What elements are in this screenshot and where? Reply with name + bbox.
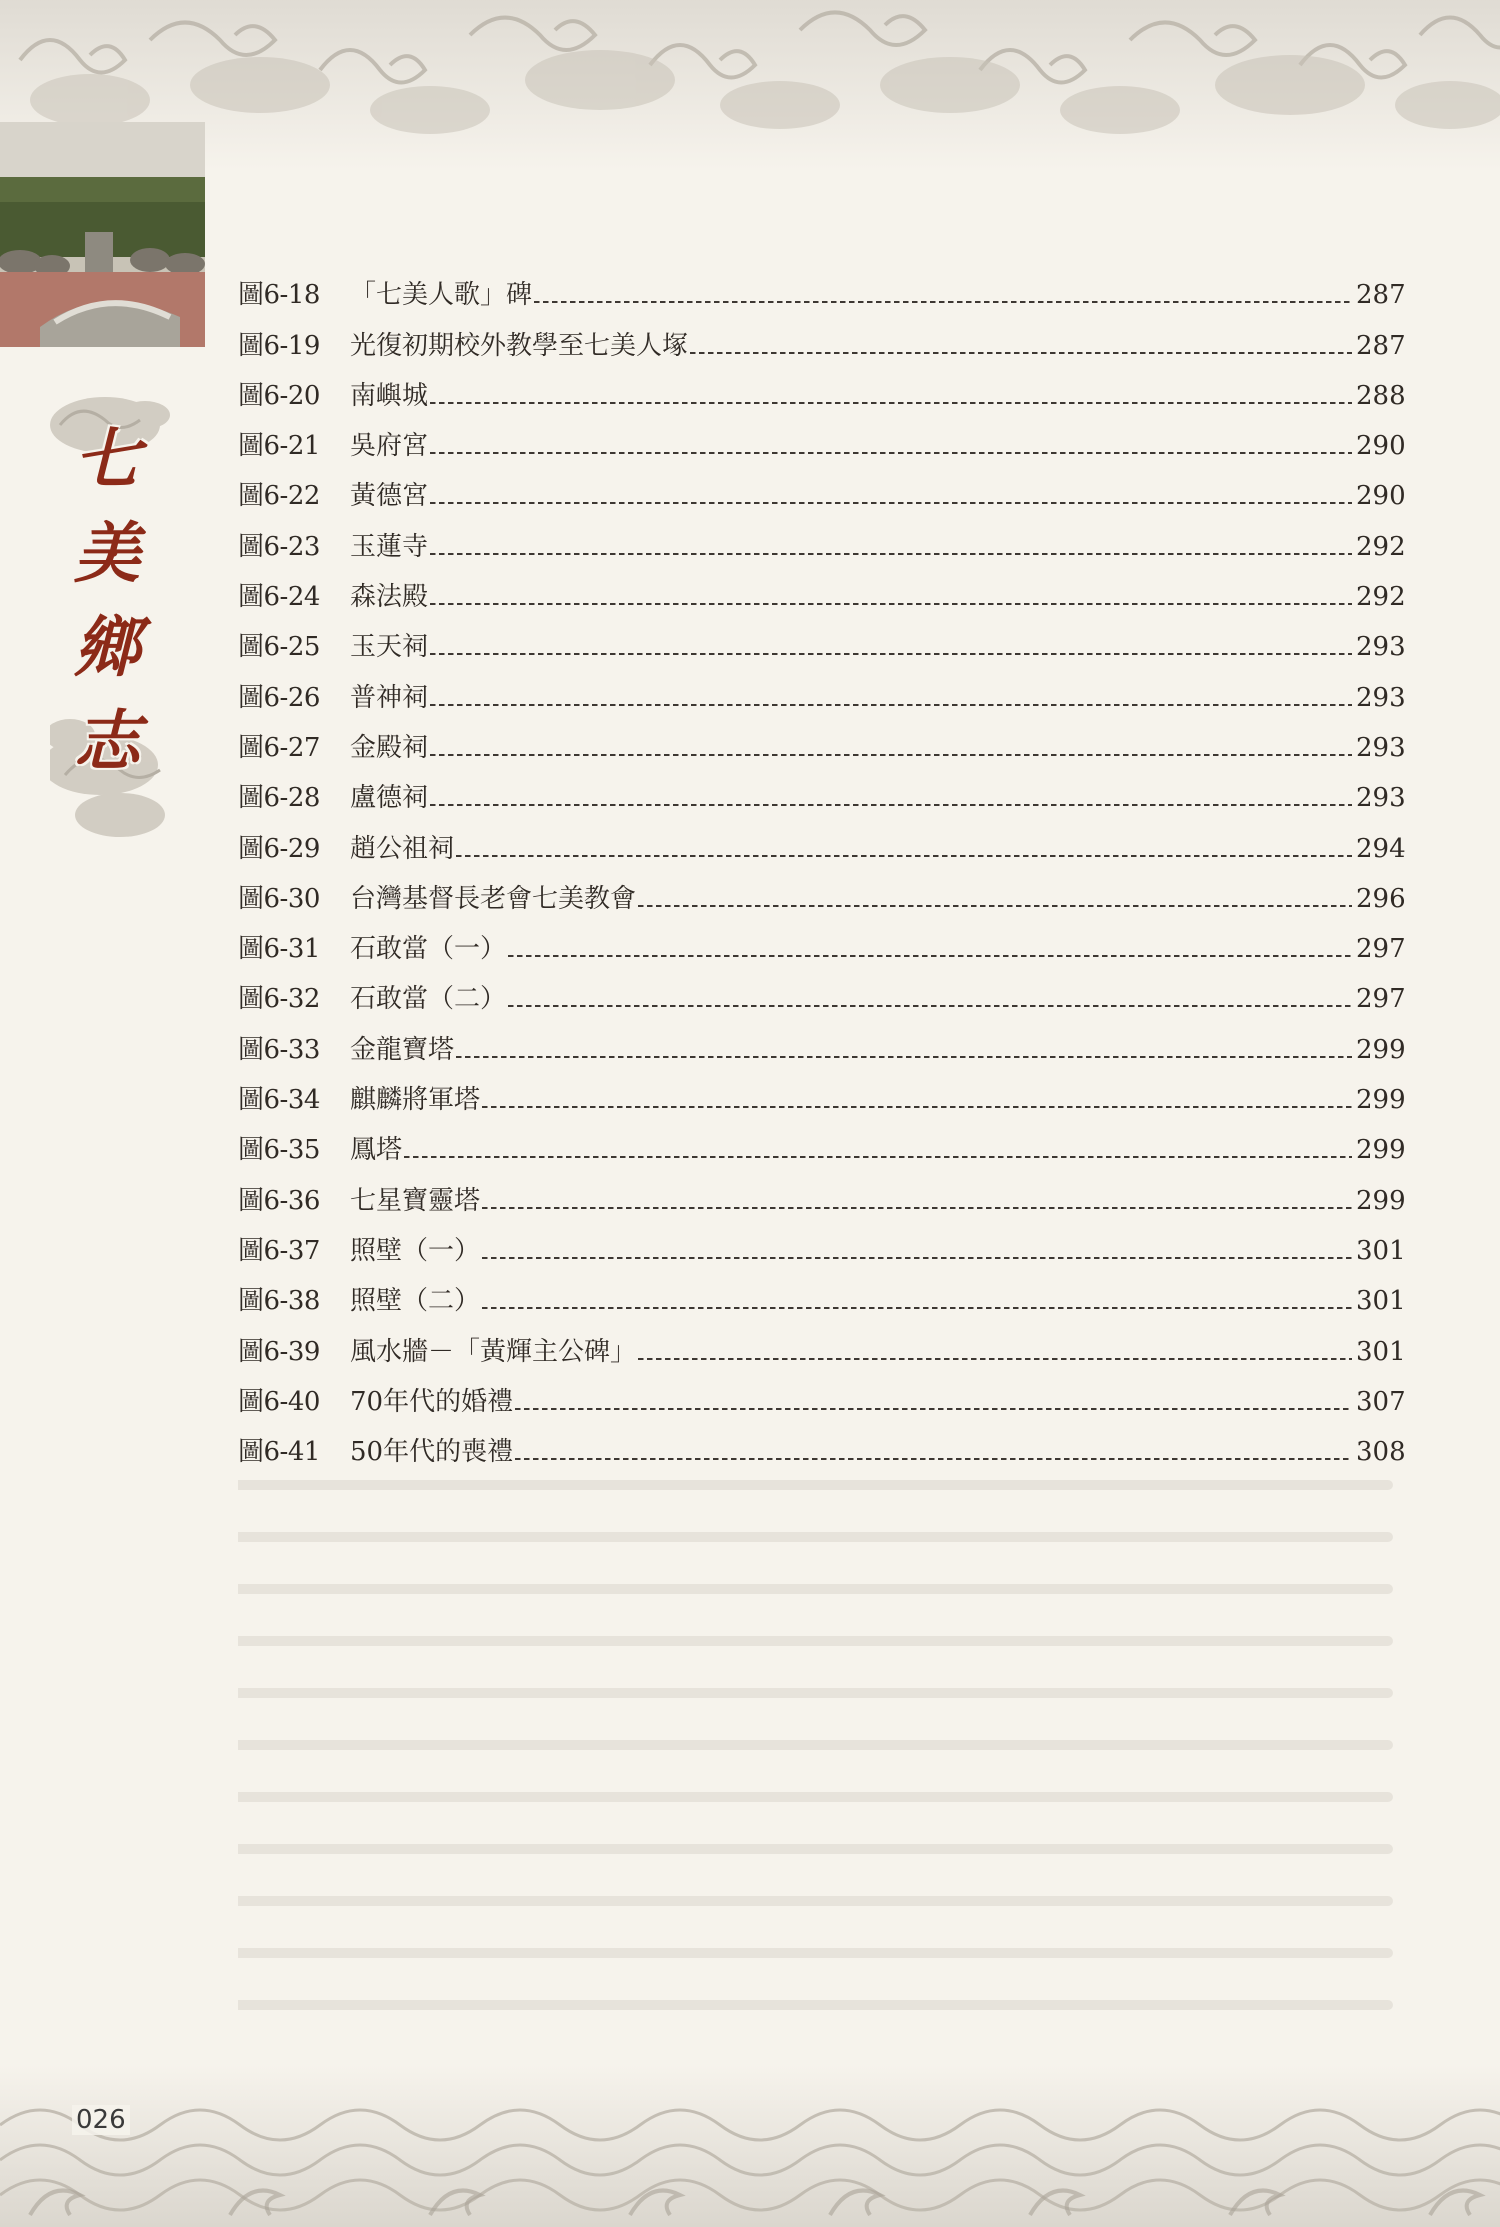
- figure-number: 圖6-29: [238, 833, 320, 864]
- dot-leader: [430, 704, 1352, 706]
- figure-caption: 黃德宮: [350, 481, 429, 512]
- list-item: [238, 363, 1404, 413]
- dot-leader: [515, 1458, 1352, 1460]
- figure-number: 圖6-34: [238, 1085, 320, 1116]
- figure-number: 圖6-19: [238, 330, 320, 361]
- page-ref: 308: [1356, 1437, 1406, 1468]
- show-through-lines: [238, 1475, 1398, 2035]
- figure-caption: 金殿祠: [350, 732, 429, 763]
- figure-caption: 台灣基督長老會七美教會: [350, 883, 637, 914]
- page-ref: 287: [1356, 330, 1406, 361]
- list-item: [238, 614, 1404, 664]
- figure-caption: 50年代的喪禮: [350, 1437, 514, 1468]
- figure-caption: 石敢當（二）: [350, 984, 507, 1015]
- figure-number: 圖6-30: [238, 883, 320, 914]
- figure-caption: 石敢當（一）: [350, 934, 507, 965]
- figure-caption: 南嶼城: [350, 380, 429, 411]
- page-ref: 297: [1356, 934, 1406, 965]
- figure-caption: 風水牆－「黃輝主公碑」: [350, 1336, 637, 1367]
- list-item: [238, 715, 1404, 765]
- page-ref: 292: [1356, 582, 1406, 613]
- dot-leader: [638, 905, 1352, 907]
- page-number: 026: [72, 2105, 130, 2135]
- page-ref: 297: [1356, 984, 1406, 1015]
- page-ref: 290: [1356, 431, 1406, 462]
- figure-caption: 趙公祖祠: [350, 833, 455, 864]
- page-ref: 290: [1356, 481, 1406, 512]
- figure-number: 圖6-28: [238, 783, 320, 814]
- list-item: [238, 513, 1404, 563]
- page-ref: 299: [1356, 1185, 1406, 1216]
- dot-leader: [456, 855, 1352, 857]
- list-item: [238, 1218, 1404, 1268]
- dot-leader: [515, 1408, 1352, 1410]
- page-ref: 288: [1356, 380, 1406, 411]
- figure-caption: 照壁（一）: [350, 1235, 481, 1266]
- figure-number: 圖6-24: [238, 582, 320, 613]
- page-ref: 293: [1356, 732, 1406, 763]
- page-ref: 301: [1356, 1235, 1406, 1266]
- figure-caption: 森法殿: [350, 582, 429, 613]
- title-char-2: 美: [74, 514, 140, 592]
- dot-leader: [534, 301, 1352, 303]
- dot-leader: [456, 1056, 1352, 1058]
- page-ref: 296: [1356, 883, 1406, 914]
- list-item: [238, 1419, 1404, 1469]
- list-item: [238, 1268, 1404, 1318]
- figure-caption: 盧德祠: [350, 783, 429, 814]
- landscape-photo: [0, 122, 205, 347]
- dot-leader: [430, 603, 1352, 605]
- cloud-border-top: [0, 0, 1500, 170]
- list-item: [238, 866, 1404, 916]
- figure-number: 圖6-33: [238, 1034, 320, 1065]
- figure-number: 圖6-18: [238, 280, 320, 311]
- title-char-3: 鄉: [74, 608, 140, 686]
- page-ref: 293: [1356, 632, 1406, 663]
- list-item: [238, 413, 1404, 463]
- page-ref: 301: [1356, 1286, 1406, 1317]
- page-ref: 299: [1356, 1034, 1406, 1065]
- figure-number: 圖6-35: [238, 1135, 320, 1166]
- figure-number: 圖6-32: [238, 984, 320, 1015]
- figure-caption: 普神祠: [350, 682, 429, 713]
- dot-leader: [482, 1307, 1352, 1309]
- figure-number: 圖6-40: [238, 1386, 320, 1417]
- list-item: [238, 664, 1404, 714]
- page-ref: 307: [1356, 1386, 1406, 1417]
- page-ref: 292: [1356, 531, 1406, 562]
- list-item: [238, 1369, 1404, 1419]
- figure-number: 圖6-22: [238, 481, 320, 512]
- list-item: [238, 1067, 1404, 1117]
- page-ref: 287: [1356, 280, 1406, 311]
- book-title-vertical: [50, 395, 170, 865]
- dot-leader: [430, 402, 1352, 404]
- figure-number: 圖6-23: [238, 531, 320, 562]
- title-char-4: 志: [74, 702, 140, 780]
- figure-caption: 鳳塔: [350, 1135, 403, 1166]
- figure-caption: 光復初期校外教學至七美人塚: [350, 330, 689, 361]
- dot-leader: [404, 1156, 1352, 1158]
- list-item: [238, 312, 1404, 362]
- list-item: [238, 966, 1404, 1016]
- list-item: [238, 1016, 1404, 1066]
- dot-leader: [430, 754, 1352, 756]
- figure-list: [238, 262, 1404, 1469]
- figure-number: 圖6-38: [238, 1286, 320, 1317]
- figure-number: 圖6-20: [238, 380, 320, 411]
- dot-leader: [482, 1106, 1352, 1108]
- page-ref: 293: [1356, 783, 1406, 814]
- list-item: [238, 1167, 1404, 1217]
- figure-caption: 七星寶靈塔: [350, 1185, 481, 1216]
- figure-caption: 玉天祠: [350, 632, 429, 663]
- list-item: [238, 1117, 1404, 1167]
- list-item: [238, 564, 1404, 614]
- figure-number: 圖6-27: [238, 732, 320, 763]
- title-char-1: 七: [74, 420, 140, 498]
- figure-caption: 70年代的婚禮: [350, 1386, 514, 1417]
- dot-leader: [430, 553, 1352, 555]
- dot-leader: [430, 804, 1352, 806]
- page-ref: 294: [1356, 833, 1406, 864]
- list-item: [238, 815, 1404, 865]
- dot-leader: [508, 955, 1352, 957]
- dot-leader: [430, 653, 1352, 655]
- page-ref: 293: [1356, 682, 1406, 713]
- figure-number: 圖6-26: [238, 682, 320, 713]
- dot-leader: [690, 352, 1352, 354]
- figure-number: 圖6-37: [238, 1235, 320, 1266]
- figure-number: 圖6-25: [238, 632, 320, 663]
- wave-border-bottom: [0, 2065, 1500, 2227]
- figure-caption: 「七美人歌」碑: [350, 280, 533, 311]
- page-ref: 301: [1356, 1336, 1406, 1367]
- figure-caption: 玉蓮寺: [350, 531, 429, 562]
- dot-leader: [482, 1207, 1352, 1209]
- figure-number: 圖6-39: [238, 1336, 320, 1367]
- figure-caption: 金龍寶塔: [350, 1034, 455, 1065]
- dot-leader: [430, 502, 1352, 504]
- list-item: [238, 916, 1404, 966]
- page-ref: 299: [1356, 1135, 1406, 1166]
- page-ref: 299: [1356, 1085, 1406, 1116]
- dot-leader: [482, 1257, 1352, 1259]
- figure-number: 圖6-31: [238, 934, 320, 965]
- figure-caption: 照壁（二）: [350, 1286, 481, 1317]
- list-item: [238, 262, 1404, 312]
- dot-leader: [508, 1005, 1352, 1007]
- list-item: [238, 765, 1404, 815]
- dot-leader: [430, 452, 1352, 454]
- figure-number: 圖6-41: [238, 1437, 320, 1468]
- list-item: [238, 1318, 1404, 1368]
- figure-caption: 吳府宮: [350, 431, 429, 462]
- figure-caption: 麒麟將軍塔: [350, 1085, 481, 1116]
- figure-number: 圖6-36: [238, 1185, 320, 1216]
- list-item: [238, 463, 1404, 513]
- dot-leader: [638, 1358, 1352, 1360]
- figure-number: 圖6-21: [238, 431, 320, 462]
